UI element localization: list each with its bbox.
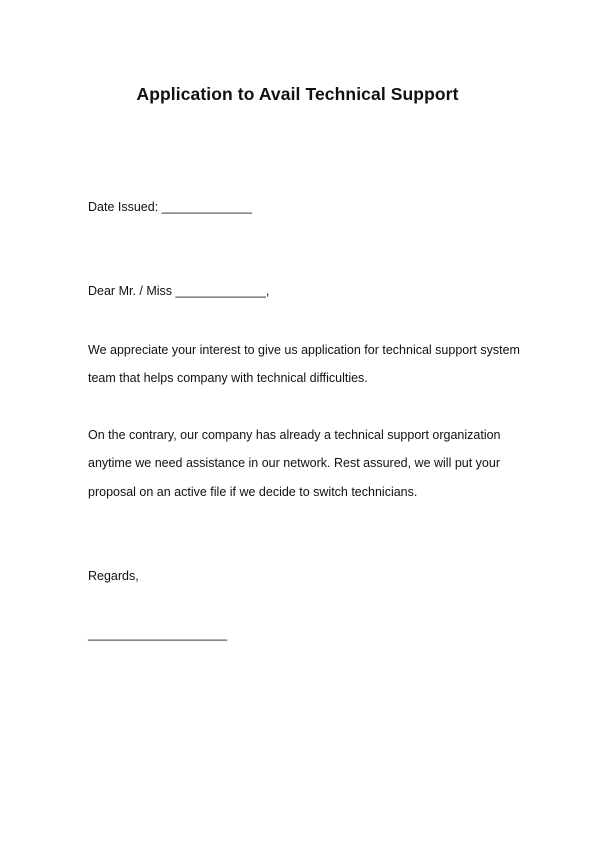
paragraph2-line: proposal on an active file if we decide to switch technicians.: [88, 485, 418, 499]
paragraph2-line: On the contrary, our company has already a technical support organization: [88, 428, 501, 442]
date-issued-line: Date Issued: _____________: [88, 200, 253, 214]
salutation-line: Dear Mr. / Miss _____________,: [88, 284, 270, 298]
signature-line: ____________________: [88, 627, 228, 641]
paragraph1-line: We appreciate your interest to give us application for technical support system: [88, 343, 520, 357]
document-title: Application to Avail Technical Support: [136, 84, 459, 104]
closing-line: Regards,: [88, 569, 139, 583]
paragraph1-line: team that helps company with technical difficulties.: [88, 371, 368, 385]
paragraph2-line: anytime we need assistance in our network. Rest assured, we will put your: [88, 456, 500, 470]
